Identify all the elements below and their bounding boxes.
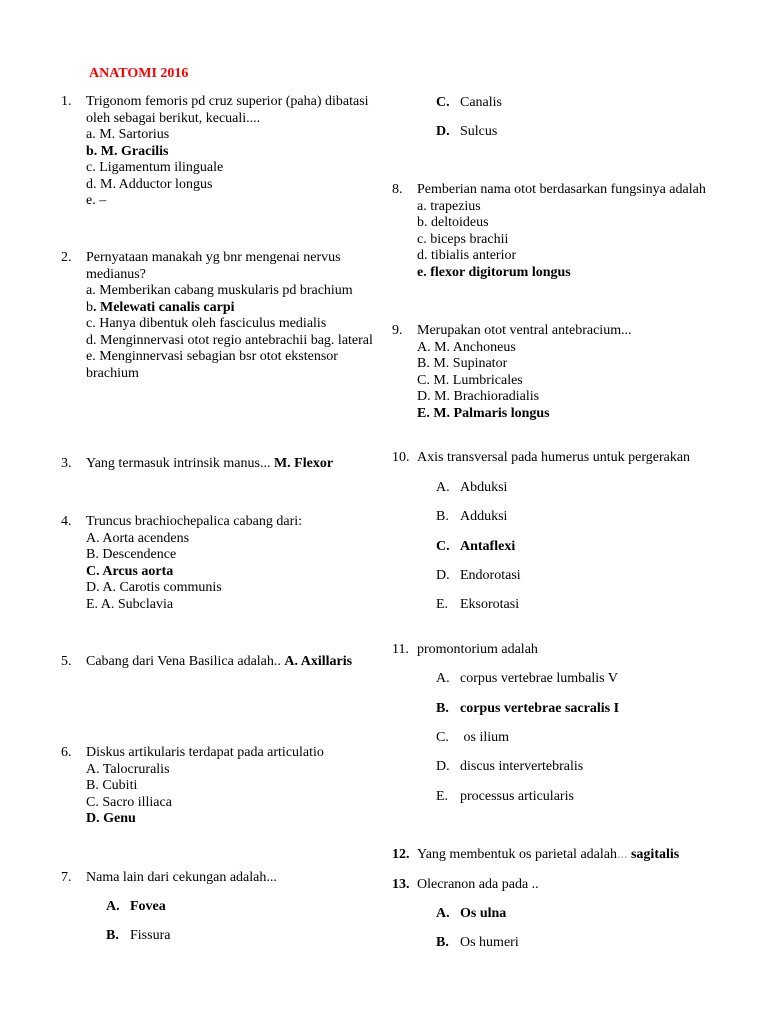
option: d. Menginnervasi otot regio antebrachii bag. lateral (86, 332, 373, 348)
option-answer: b. M. Gracilis (86, 143, 169, 159)
question-stem: Pemberian nama otot berdasarkan fungsinya adalah (417, 182, 706, 197)
option: C. Sacro illiaca (86, 794, 172, 810)
option: b. deltoideus (417, 215, 489, 230)
option-answer: D. Genu (86, 811, 136, 826)
question-number: 3. (61, 456, 72, 471)
option: A. Aorta acendens (86, 530, 190, 546)
question-stem: Truncus brachiochepalica cabang dari: (86, 514, 303, 529)
option-answer-text: . Melewati canalis carpi (93, 299, 235, 315)
question-stem: Diskus artikularis terdapat pada articulatio (86, 745, 324, 760)
option-answer: C. Arcus aorta (86, 563, 174, 579)
question-number: 9. (392, 323, 403, 338)
option: a. M. Sartorius (86, 127, 170, 142)
question-stem: Trigonom femoris pd cruz superior (paha) dibatasi (86, 94, 369, 109)
option: B. Cubiti (86, 778, 138, 793)
question-stem: Yang termasuk intrinsik manus... (86, 456, 271, 471)
option: C. os ilium (436, 730, 510, 745)
option: d. tibialis anterior (417, 248, 517, 263)
option: B. Descendence (86, 547, 177, 562)
option: c. biceps brachii (417, 231, 509, 247)
option: B. M. Supinator (417, 356, 508, 371)
option: B. Os humeri (436, 935, 519, 950)
question-stem: Pernyataan manakah yg bnr mengenai nervus (86, 250, 341, 265)
question-number: 12. (392, 847, 410, 862)
option-answer: A. Fovea (106, 899, 166, 914)
option: E. A. Subclavia (86, 596, 174, 612)
option-answer: C. Antaflexi (436, 539, 516, 554)
option: e. Menginnervasi sebagian bsr otot ekstensor (86, 349, 338, 364)
question-stem: Merupakan otot ventral antebracium... (417, 323, 632, 338)
question-number: 10. (392, 450, 410, 465)
question-stem: Nama lain dari cekungan adalah... (86, 870, 277, 885)
option-answer: B. corpus vertebrae sacralis I (436, 701, 620, 716)
option: a. Memberikan cabang muskularis pd brachium (86, 283, 353, 298)
answer: M. Flexor (273, 456, 334, 471)
document-title: ANATOMI 2016 (89, 66, 189, 81)
question-number: 2. (61, 250, 72, 265)
question-stem: Olecranon ada pada .. (417, 877, 539, 892)
question-number: 1. (61, 94, 72, 109)
question-number: 6. (61, 745, 72, 760)
option: e. – (86, 193, 107, 208)
question-stem: Cabang dari Vena Basilica adalah.. (86, 654, 281, 669)
option: A. Talocruralis (86, 761, 170, 777)
option-answer: e. flexor digitorum longus (417, 264, 571, 280)
question-number: 8. (392, 182, 403, 197)
option: B. Fissura (106, 928, 171, 943)
option-letter: b (86, 299, 93, 315)
ellipsis: ... (616, 847, 628, 862)
option: d. M. Adductor longus (86, 176, 213, 192)
question-stem: medianus? (86, 266, 146, 282)
question-number: 5. (61, 654, 72, 669)
option: brachium (86, 365, 139, 381)
option: D. A. Carotis communis (86, 580, 222, 595)
option-answer: E. M. Palmaris longus (417, 405, 550, 421)
question-number: 4. (61, 514, 72, 529)
option: B. Adduksi (436, 509, 508, 524)
option: A. corpus vertebrae lumbalis V (436, 671, 618, 686)
option: E. processus articularis (436, 789, 574, 804)
question-number: 13. (392, 877, 410, 892)
question-number: 7. (61, 870, 72, 885)
question-stem: Axis transversal pada humerus untuk pergerakan (417, 450, 691, 465)
option: D. Endorotasi (436, 568, 521, 583)
answer: A. Axillaris (284, 654, 353, 669)
answer: sagitalis (630, 847, 680, 862)
option: c. Hanya dibentuk oleh fasciculus medialis (86, 316, 327, 331)
option-answer (86, 300, 373, 317)
option: D. Sulcus (436, 124, 498, 139)
option: a. trapezius (417, 198, 481, 214)
question-stem: oleh sebagai berikut, kecuali.... (86, 110, 261, 126)
option: C. M. Lumbricales (417, 372, 523, 388)
option-answer: A. Os ulna (436, 906, 507, 921)
question-number: 11. (392, 642, 409, 657)
option: D. discus intervertebralis (436, 759, 584, 774)
option: D. M. Brachioradialis (417, 389, 540, 404)
question-stem: Yang membentuk os parietal adalah (417, 847, 617, 862)
option: A. Abduksi (436, 480, 508, 495)
option: E. Eksorotasi (436, 597, 520, 612)
option: C. Canalis (436, 95, 502, 110)
option: A. M. Anchoneus (417, 339, 516, 355)
option: c. Ligamentum ilinguale (86, 160, 224, 175)
question-stem: promontorium adalah (417, 642, 538, 657)
